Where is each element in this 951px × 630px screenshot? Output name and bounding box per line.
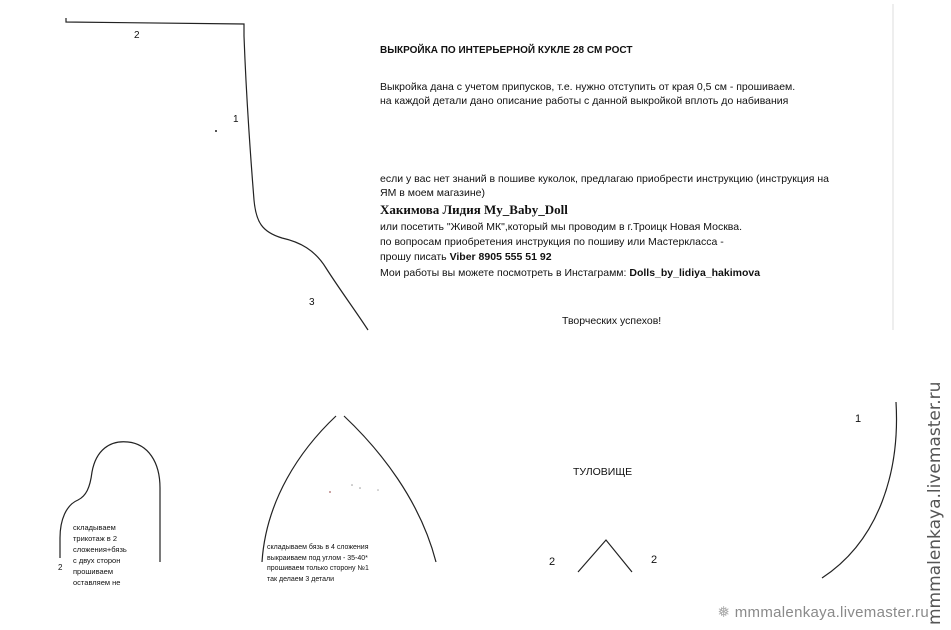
wish-text: Творческих успехов! (562, 315, 662, 327)
hand-note-line: оставляем не (73, 578, 121, 587)
document-title: ВЫКРОЙКА ПО ИНТЕРЬЕРНОЙ КУКЛЕ 28 СМ РОСТ (380, 45, 633, 56)
vertical-watermark (925, 355, 949, 625)
top-piece-label-1: 1 (233, 114, 239, 125)
mark-dot (215, 130, 217, 132)
hand-piece-label-2: 2 (58, 563, 63, 572)
torso-title: ТУЛОВИЩЕ (573, 466, 633, 478)
leaf-note-line: выкраиваем под углом - 35-40* (267, 554, 368, 562)
torso-piece-outline (578, 540, 632, 572)
hand-note-line: сложения+бязь (73, 545, 127, 554)
horizontal-watermark-text: mmmalenkaya.livemaster.ru (734, 604, 929, 621)
info-line-6: по вопросам приобретения инструкция по пошиву или Мастеркласса - (380, 236, 724, 248)
horizontal-watermark (717, 603, 929, 621)
leaf-note-line: складываем бязь в 4 сложения (267, 544, 369, 551)
hand-note-line: складываем (73, 523, 116, 532)
leaf-piece-outline (262, 416, 436, 562)
info-line-4: ЯМ в моем магазине) (380, 187, 485, 199)
snowflake-icon: ❅ (717, 604, 731, 621)
info-line-3: если у вас нет знаний в пошиве куколок, предлагаю приобрести инструкцию (инструкция на (380, 173, 829, 185)
arc-piece-label-1: 1 (855, 413, 862, 425)
leaf-piece-note (267, 543, 369, 585)
leaf-note-line: прошиваем только сторону №1 (267, 565, 369, 572)
hand-note-line: трикотаж в 2 (73, 534, 118, 543)
info-line-2: на каждой детали дано описание работы с данной выкройкой вплоть до набивания (380, 95, 789, 107)
info-line-1: Выкройка дана с учетом припусков, т.е. нужно отступить от края 0,5 см - прошиваем. (380, 81, 796, 93)
info-line-5: или посетить "Живой МК",который мы проводим в г.Троицк Новая Москва. (380, 221, 742, 233)
hand-note-line: с двух сторон (73, 556, 121, 565)
arc-piece-outline (822, 402, 896, 578)
leaf-note-line: так делаем 3 детали (267, 575, 334, 583)
info-line-7 (380, 250, 552, 264)
author-name: Хакимова Лидия My_Baby_Doll (380, 202, 568, 217)
torso-label-left-2: 2 (549, 556, 556, 568)
vertical-watermark-text: mmmalenkaya.livemaster.ru (925, 381, 945, 625)
top-piece-outline (66, 18, 244, 36)
info-line-8 (380, 266, 760, 280)
viber-contact: Viber 8905 555 51 92 (449, 251, 552, 263)
instagram-handle: Dolls_by_lidiya_hakimova (629, 267, 761, 279)
info-line-7-prefix: прошу писать (380, 251, 450, 263)
top-piece-label-3: 3 (309, 297, 315, 308)
top-piece-label-2: 2 (134, 30, 140, 41)
hand-note-line: прошиваем (73, 567, 114, 576)
torso-label-right-2: 2 (651, 554, 658, 566)
hand-piece-note (73, 522, 127, 588)
top-piece-side (244, 36, 368, 330)
info-line-8-prefix: Мои работы вы можете посмотреть в Инстаграмм: (380, 267, 630, 279)
